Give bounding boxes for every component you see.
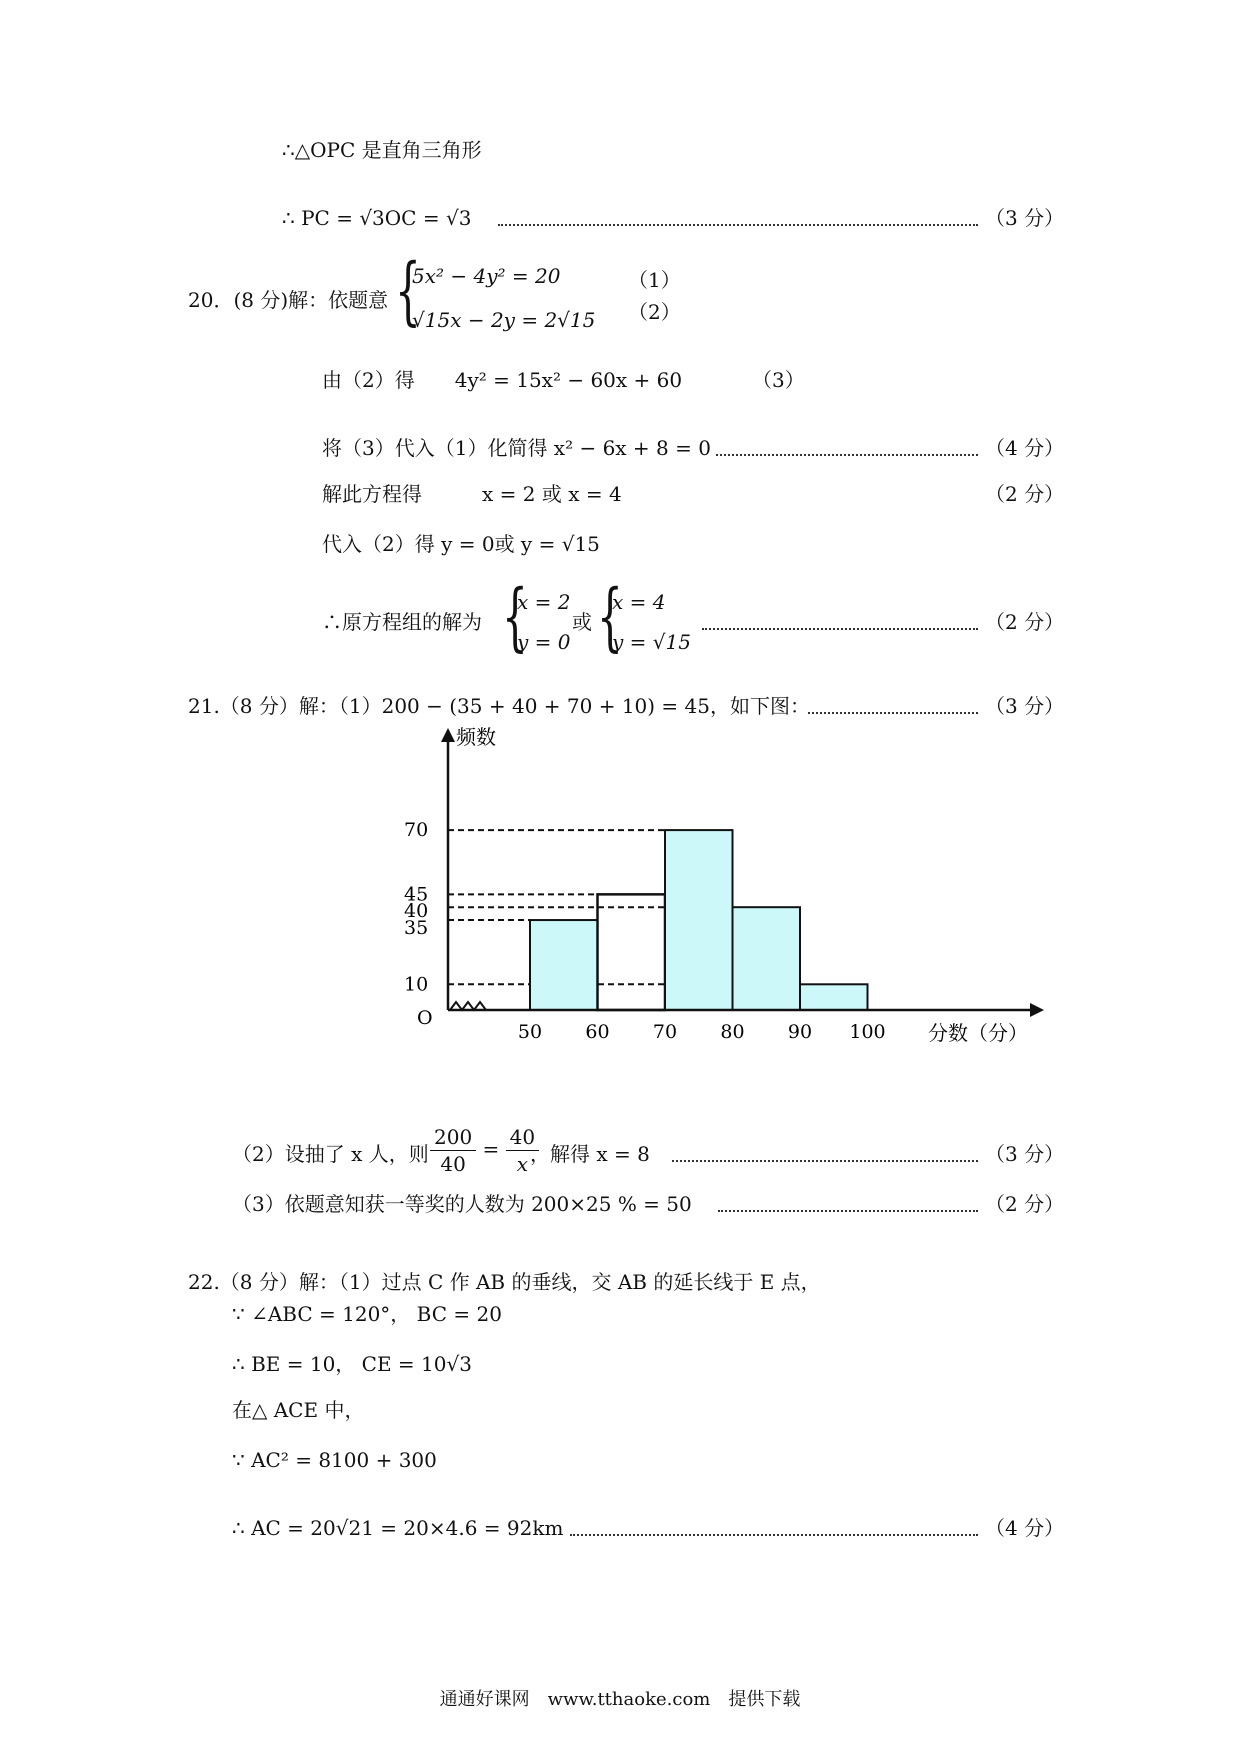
y-tick-label: 70 [404, 819, 429, 842]
q20-step-2: 将（3）代入（1）化简得 x² − 6x + 8 = 0 [322, 436, 711, 460]
leader-dots [808, 710, 978, 714]
q21-part-2-prefix: （2）设抽了 x 人，则 [232, 1142, 429, 1166]
leader-dots [498, 222, 978, 226]
y-axis-label: 频数 [456, 725, 496, 749]
y-tick-label: 45 [404, 883, 429, 906]
q21-part-3-score: （2 分） [985, 1192, 1065, 1216]
frequency-histogram [380, 720, 1060, 1060]
q20-step-2-score: （4 分） [985, 436, 1065, 460]
fraction-1-numerator: 200 [430, 1124, 476, 1151]
q20-step-4: 代入（2）得 y = 0或 y = √15 [322, 532, 600, 556]
q22-heading: 22.（8 分）解：（1）过点 C 作 AB 的垂线，交 AB 的延长线于 E 点， [188, 1270, 821, 1294]
solution-1-y: y = 0 [517, 630, 571, 654]
q20-step-5-score: （2 分） [985, 610, 1065, 634]
q20-step-5-prefix: ∴原方程组的解为 [322, 610, 482, 634]
leader-dots [718, 1208, 978, 1212]
x-axis-label: 分数（分） [928, 1021, 1028, 1045]
q22-line-1: ∵ ∠ABC = 120°， BC = 20 [232, 1302, 502, 1326]
origin-label: O [417, 1007, 433, 1029]
q20-equation-2: √15x − 2y = 2√15 [412, 308, 596, 332]
fraction-2-denominator: x [516, 1152, 529, 1176]
x-tick-label: 100 [849, 1021, 886, 1043]
q19-line-1: ∴△OPC 是直角三角形 [282, 138, 482, 162]
q21-part-2-result: ，解得 x = 8 [530, 1142, 650, 1166]
solution-2-x: x = 4 [612, 590, 666, 614]
q20-step-3: 解此方程得 x = 2 或 x = 4 [322, 482, 622, 506]
histogram-bar [598, 894, 666, 1010]
q22-line-5-score: （4 分） [985, 1516, 1065, 1540]
leader-dots [672, 1158, 978, 1162]
q20-equation-1: 5x² − 4y² = 20 [412, 264, 561, 288]
histogram-bar [665, 830, 733, 1010]
q20-step-1-tag: （3） [752, 368, 805, 392]
q21-part-2-formula [430, 1124, 539, 1177]
fraction-1-denominator: 40 [440, 1152, 466, 1176]
q20-step-3-score: （2 分） [985, 482, 1065, 506]
y-tick-label: 10 [404, 973, 429, 996]
q22-line-5: ∴ AC = 20√21 = 20×4.6 = 92km [232, 1516, 564, 1540]
leader-dots [570, 1532, 978, 1536]
q20-step-1: 由（2）得 4y² = 15x² − 60x + 60 [322, 368, 683, 392]
x-tick-label: 60 [585, 1021, 610, 1043]
y-tick-label: 40 [404, 900, 429, 923]
x-tick-label: 70 [652, 1021, 678, 1043]
y-tick-label: 35 [404, 917, 429, 940]
q21-part-2-score: （3 分） [985, 1142, 1065, 1166]
leader-dots [716, 452, 978, 456]
x-tick-label: 80 [720, 1021, 745, 1043]
page-footer: 通通好课网 www.tthaoke.com 提供下载 [439, 1689, 801, 1710]
q21-heading-score: （3 分） [985, 694, 1065, 718]
solution-brace-2: { [597, 574, 623, 660]
solution-or: 或 [572, 610, 592, 634]
q20-equation-1-tag: （1） [628, 268, 681, 292]
solution-2-y: y = √15 [612, 630, 691, 654]
y-axis-arrow [441, 728, 455, 742]
fraction-2-numerator: 40 [506, 1124, 539, 1151]
x-axis-arrow [1030, 1003, 1044, 1017]
system-brace: { [395, 248, 421, 334]
leader-dots [702, 626, 978, 630]
q21-part-3: （3）依题意知获一等奖的人数为 200×25 % = 50 [232, 1192, 692, 1216]
q20-heading: 20．(8 分)解：依题意 [188, 288, 389, 312]
histogram-bar [800, 984, 868, 1010]
solution-brace-1: { [502, 574, 528, 660]
q22-line-2: ∴ BE = 10， CE = 10√3 [232, 1352, 472, 1376]
histogram-bar [733, 907, 801, 1010]
histogram-bar [530, 920, 598, 1010]
q22-line-3: 在△ ACE 中， [232, 1398, 365, 1422]
q19-score: （3 分） [985, 206, 1065, 230]
q19-line-2: ∴ PC = √3OC = √3 [282, 206, 472, 230]
x-tick-label: 90 [787, 1021, 813, 1043]
q22-line-4: ∵ AC² = 8100 + 300 [232, 1448, 437, 1472]
x-tick-label: 50 [517, 1021, 543, 1043]
solution-1-x: x = 2 [517, 590, 571, 614]
equals-sign: = [482, 1137, 500, 1161]
q21-heading: 21.（8 分）解：（1）200 − (35 + 40 + 70 + 10) = 45，如下图： [188, 694, 811, 718]
q20-equation-2-tag: （2） [628, 300, 681, 324]
